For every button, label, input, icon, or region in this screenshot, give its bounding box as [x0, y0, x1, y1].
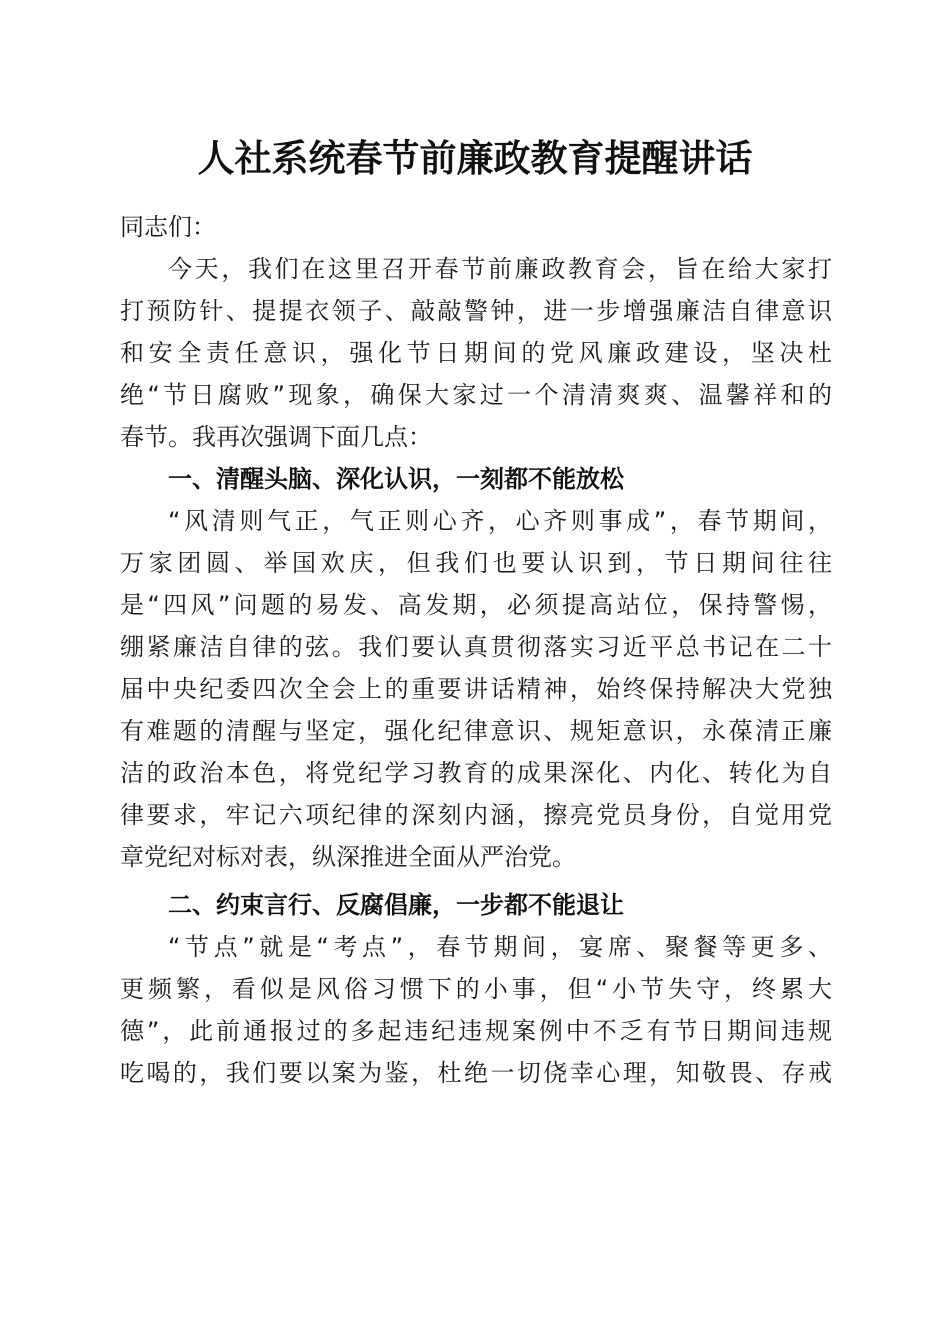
paragraph-line: 吃喝的，我们要以案为鉴，杜绝一切侥幸心理，知敬畏、存戒: [120, 1059, 832, 1087]
paragraph-line: 律要求，牢记六项纪律的深刻内涵，擦亮党员身份，自觉用党: [120, 801, 832, 829]
section-heading-1: 一、清醒头脑、深化认识，一刻都不能放松: [168, 465, 624, 493]
greeting: 同志们：: [120, 213, 216, 241]
section1-paragraph: [120, 500, 832, 878]
paragraph-line: 届中央纪委四次全会上的重要讲话精神，始终保持解决大党独: [120, 675, 832, 703]
paragraph-line: 今天，我们在这里召开春节前廉政教育会，旨在给大家打: [168, 255, 832, 283]
paragraph-line: “节点”就是“考点”，春节期间，宴席、聚餐等更多、: [168, 933, 832, 961]
paragraph-line: 绝“节日腐败”现象，确保大家过一个清清爽爽、温馨祥和的: [120, 381, 832, 409]
paragraph-line: “风清则气正，气正则心齐，心齐则事成”，春节期间，: [168, 507, 832, 535]
paragraph-line: 和安全责任意识，强化节日期间的党风廉政建设，坚决杜: [120, 339, 832, 367]
paragraph-line: 打预防针、提提衣领子、敲敲警钟，进一步增强廉洁自律意识: [120, 297, 832, 325]
paragraph-line: 章党纪对标对表，纵深推进全面从严治党。: [120, 843, 576, 871]
section-heading-2: 二、约束言行、反腐倡廉，一步都不能退让: [168, 891, 624, 919]
paragraph-line: 是“四风”问题的易发、高发期，必须提高站位，保持警惕，: [120, 591, 832, 619]
paragraph-line: 有难题的清醒与坚定，强化纪律意识、规矩意识，永葆清正廉: [120, 717, 832, 745]
paragraph-line: 春节。我再次强调下面几点：: [120, 423, 432, 451]
paragraph-line: 洁的政治本色，将党纪学习教育的成果深化、内化、转化为自: [120, 759, 832, 787]
document-title: 人社系统春节前廉政教育提醒讲话: [197, 136, 753, 180]
paragraph-line: 绷紧廉洁自律的弦。我们要认真贯彻落实习近平总书记在二十: [120, 633, 832, 661]
section2-paragraph: [120, 926, 832, 1094]
intro-paragraph: [120, 248, 832, 458]
paragraph-line: 德”，此前通报过的多起违纪违规案例中不乏有节日期间违规: [120, 1017, 832, 1045]
paragraph-line: 万家团圆、举国欢庆，但我们也要认识到，节日期间往往: [120, 549, 832, 577]
document-body: [120, 206, 832, 1094]
paragraph-line: 更频繁，看似是风俗习惯下的小事，但“小节失守，终累大: [120, 975, 832, 1003]
